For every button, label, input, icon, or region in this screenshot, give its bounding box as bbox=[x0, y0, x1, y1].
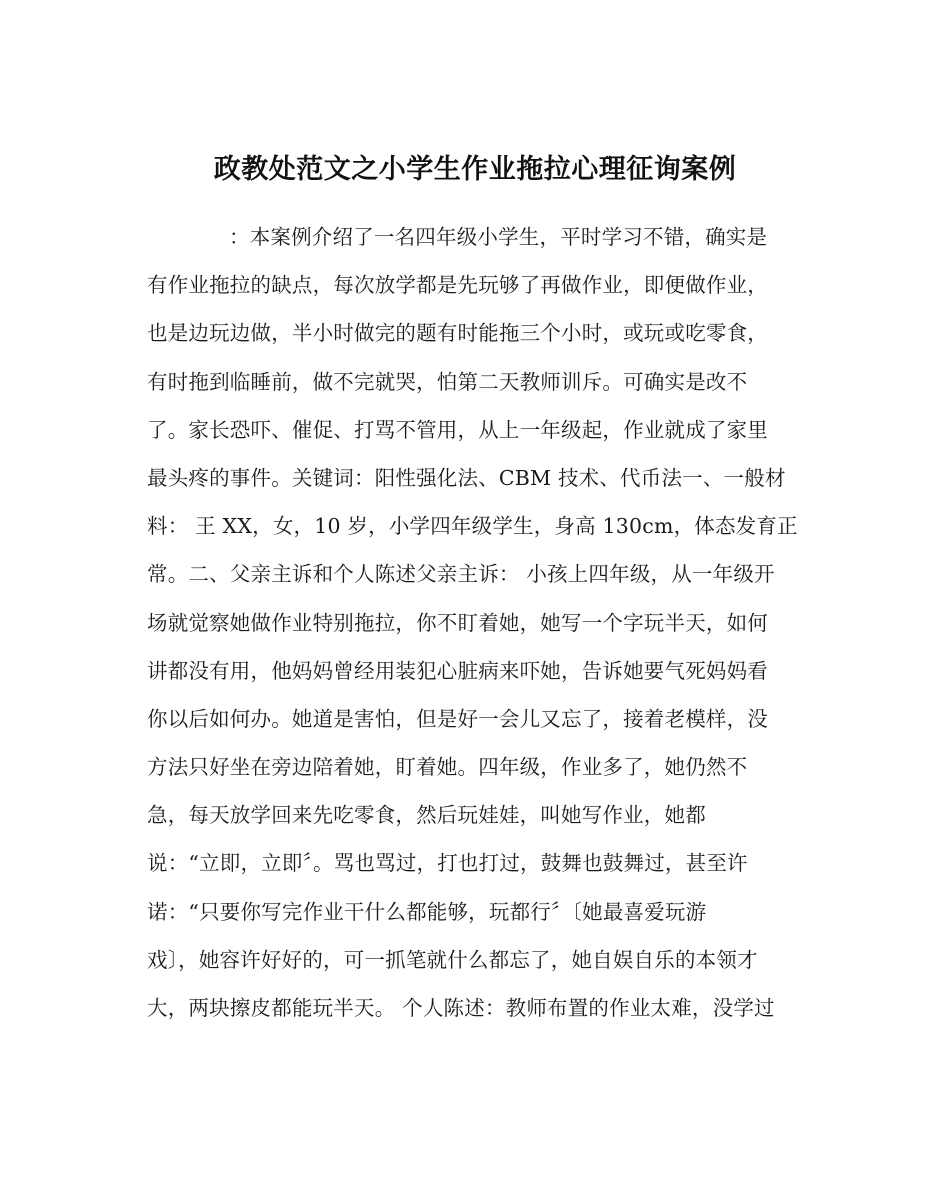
body-line: 料： 王 XX，女，10 岁，小学四年级学生，身高 130cm，体态发育正 bbox=[147, 514, 798, 539]
body-line: 也是边玩边做，半小时做完的题有时能拖三个小时，或玩或吃零食， bbox=[147, 321, 768, 346]
body-line: 方法只好坐在旁边陪着她，盯着她。四年级，作业多了，她仍然不 bbox=[147, 755, 748, 780]
body-line: 大，两块擦皮都能玩半天。 个人陈述：教师布置的作业太难，没学过 bbox=[147, 996, 775, 1020]
body-line: 常。二、父亲主诉和个人陈述父亲主诉： 小孩上四年级，从一年级开 bbox=[147, 562, 775, 587]
body-line: 有时拖到临睡前，做不完就哭，怕第二天教师训斥。可确实是改不 bbox=[147, 369, 748, 394]
body-line: 了。家长恐吓、催促、打骂不管用，从上一年级起，作业就成了家里 bbox=[147, 417, 768, 442]
body-line: 说：“立即，立即〞。骂也骂过，打也打过，鼓舞也鼓舞过，甚至许 bbox=[147, 851, 748, 876]
body-line: 你以后如何办。她道是害怕，但是好一会儿又忘了，接着老模样，没 bbox=[147, 706, 768, 731]
body-line: 讲都没有用，他妈妈曾经用装犯心脏病来吓她，告诉她要气死妈妈看 bbox=[147, 658, 768, 683]
document-title: 政教处范文之小学生作业拖拉心理征询案例 bbox=[213, 154, 737, 186]
document-body bbox=[147, 219, 807, 1038]
body-line: 有作业拖拉的缺点，每次放学都是先玩够了再做作业，即便做作业， bbox=[147, 273, 768, 298]
body-line: ：本案例介绍了一名四年级小学生，平时学习不错，确实是 bbox=[229, 225, 768, 249]
body-line: 最头疼的事件。关键词：阳性强化法、CBM 技术、代币法一、一般材 bbox=[147, 465, 786, 490]
body-line: 戏〕，她容许好好的，可一抓笔就什么都忘了，她自娱自乐的本领才 bbox=[147, 947, 758, 972]
body-line: 急，每天放学回来先吃零食，然后玩娃娃，叫她写作业，她都 bbox=[147, 803, 706, 828]
body-line: 场就觉察她做作业特别拖拉，你不盯着她，她写一个字玩半天，如何 bbox=[147, 610, 768, 635]
body-line: 诺：“只要你写完作业干什么都能够，玩都行〞〔她最喜爱玩游 bbox=[147, 899, 707, 924]
